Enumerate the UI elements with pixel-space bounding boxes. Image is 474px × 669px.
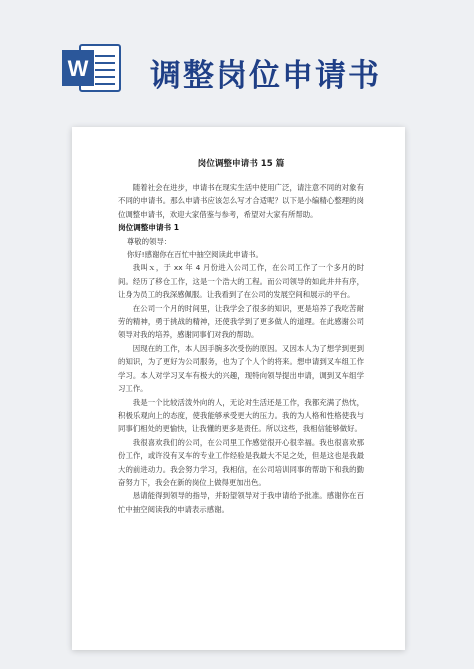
body-paragraph: 恳请能得到领导的指导，并盼望领导对于我申请给予批准。感谢你在百忙中抽空阅读我的申请表示感谢。 — [118, 491, 364, 514]
word-icon-letter: W — [67, 56, 89, 81]
document-page — [72, 127, 405, 650]
document-title: 岗位调整申请书 15 篇 — [197, 159, 285, 169]
word-document-icon — [60, 42, 122, 94]
banner — [0, 0, 474, 108]
body-paragraph: 我是一个比较活泼外向的人，无论对生活还是工作，我都充满了热忱，积极乐观向上的态度，使我能够承受更大的压力。我的为人格和性格使我与同事们相处的更愉快，让我懂的更多是责任。所以这些，我相信能够做好。 — [118, 397, 364, 434]
body-paragraph: 在公司一个月的时间里，让我学会了很多的知识，更是培养了我吃苦耐劳的精神，勇于挑战的精神，还使我学到了更多做人的道理。在此感谢公司领导对我的培养，感谢同事们对我的帮助。 — [118, 303, 364, 340]
banner-title: 调整岗位申请书 — [150, 58, 381, 94]
body-paragraph: 因现在的工作，本人因手腕多次受伤的原因。又因本人为了想学到更到的知识，为了更好为公司服务，也为了个人个的将来。想申请到叉车组工作学习。本人对学习叉车有极大的兴趣，现特向领导提出申请，调到叉车组学习工作。 — [118, 343, 364, 394]
body-paragraph: 我叫ｘ，于 xx 年 4 月份进入公司工作，在公司工作了一个多月的时间。经历了移仓工作，这是一个浩大的工程。而公司领导的如此井井有序，让身为员工的我深感佩服。让我看到了在公司的发展空间和展示的平台。 — [118, 263, 364, 300]
greeting: 你好!感谢你在百忙中抽空阅读此申请书。 — [126, 250, 263, 260]
document-body — [118, 158, 364, 516]
salutation: 尊敬的领导： — [126, 236, 172, 246]
body-paragraph: 我很喜欢我们的公司，在公司里工作感觉很开心很幸福。我也很喜欢那份工作，或许没有叉车的专业工作经验是我最大不足之处，但是这也是我最大的前进动力。我会努力学习，我相信，在公司培训同事的帮助下和我的勤奋努力下，我会在新的岗位上做得更加出色。 — [118, 437, 364, 487]
section-heading: 岗位调整申请书 1 — [118, 223, 180, 233]
intro-paragraph: 随着社会在进步，申请书在现实生活中使用广泛，请注意不同的对象有不同的申请书。那么申请书应该怎么写才合适呢？以下是小编精心整理的岗位调整申请书，欢迎大家借鉴与参考，希望对大家有所帮助。 — [118, 183, 364, 219]
